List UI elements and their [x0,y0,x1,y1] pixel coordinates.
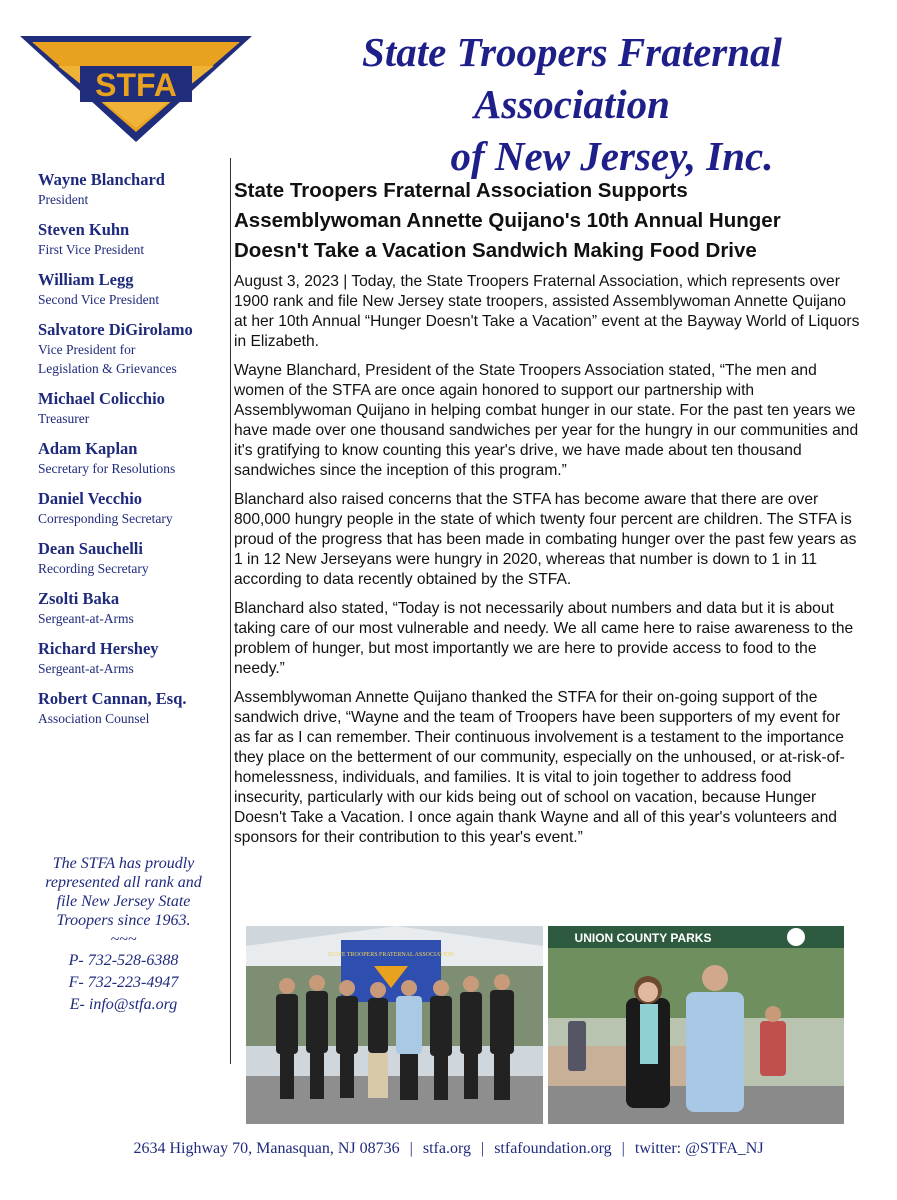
group-photo [246,926,543,1124]
officer-role: Sergeant-at-Arms [38,661,134,676]
title-line-2: of New Jersey, Inc. [450,133,774,179]
officer-list [38,170,233,739]
footer-link-stfa[interactable]: stfa.org [422,1140,471,1157]
sidebar-tagline-block [36,854,211,1014]
footer-separator: | [481,1140,485,1157]
officer-name: Michael Colicchio [38,389,165,408]
officer-entry [38,639,233,678]
officer-role: Secretary for Resolutions [38,461,176,476]
officer-role: First Vice President [38,242,145,257]
officer-entry [38,689,233,728]
officer-name: Richard Hershey [38,639,159,658]
officer-name: Adam Kaplan [38,439,138,458]
officer-entry [38,389,233,428]
article-paragraph: Wayne Blanchard, President of the State Troopers Association stated, “The men and women of the STFA are once again honored to support our partnership with Assemblywoman Quijano in helping combat hunger in our state. For the past ten years we have made over one thousand sandwiches per year for the hungry in our communities and it's gratifying to know counting this year's drive, we have made about ten thousand sandwiches since the inception of this program.” [234,362,859,479]
officer-role: Second Vice President [38,292,160,307]
column-divider [230,158,231,1064]
officer-name: Steven Kuhn [38,220,130,239]
footer-address: 2634 Highway 70, Manasquan, NJ 08736 [133,1140,400,1157]
officer-role: Treasurer [38,411,90,426]
officer-entry [38,439,233,478]
fax-number: F- 732-223-4947 [68,974,179,991]
officer-name: Robert Cannan, Esq. [38,689,187,708]
article-headline: State Troopers Fraternal Association Supports Assemblywoman Annette Quijano's 10th Annual Hunger Doesn't Take a Vacation Sandwich Making Food Drive [234,179,781,262]
article-paragraph: Blanchard also raised concerns that the STFA has become aware that there are over 800,000 hungry people in the state of which twenty four percent are children. The STFA is proud of the progress that has been made in combating hunger over the past few years as 1 in 12 New Jerseyans were hungry in 2020, whereas that number is down to 1 in 11 according to data recently obtained by the STFA. [234,491,857,588]
footer [0,1140,897,1158]
officer-name: Wayne Blanchard [38,170,165,189]
footer-twitter[interactable]: twitter: @STFA_NJ [634,1140,764,1157]
footer-link-foundation[interactable]: stfafoundation.org [494,1140,612,1157]
officer-entry [38,539,233,578]
organization-title [262,26,882,182]
officer-name: Dean Sauchelli [38,539,143,558]
article-paragraph: Blanchard also stated, “Today is not necessarily about numbers and data but it is about taking care of our most vulnerable and needy. We all came here to raise awareness to the problem of hunger, but most importantly we are here to provide access to food to the needy.” [234,600,854,677]
officer-role: Recording Secretary [38,561,149,576]
tagline-text: The STFA has proudly represented all rank and file New Jersey State Troopers since 1963. [45,855,202,929]
title-line-1: State Troopers Fraternal Association [362,29,782,127]
officer-entry [38,489,233,528]
banner-text: STATE TROOPERS FRATERNAL ASSOCIATION [327,952,455,958]
article [234,176,860,857]
officer-entry [38,320,233,378]
food-drive-photo [548,926,844,1124]
phone-number: P- 732-528-6388 [68,952,179,969]
officer-entry [38,170,233,209]
officer-role: President [38,192,89,207]
officer-entry [38,220,233,259]
logo-text: STFA [95,67,177,103]
tent-banner-text: UNION COUNTY PARKS [574,931,712,945]
officer-role: Sergeant-at-Arms [38,611,134,626]
officer-name: Salvatore DiGirolamo [38,320,193,339]
email-address: E- info@stfa.org [69,996,178,1013]
officer-name: Daniel Vecchio [38,489,143,508]
stfa-logo [18,32,254,144]
officer-entry [38,589,233,628]
footer-separator: | [409,1140,413,1157]
article-paragraph: August 3, 2023 | Today, the State Troopers Fraternal Association, which represents over 1900 rank and file New Jersey state troopers, assisted Assemblywoman Annette Quijano at her 10th Annual “Hunger Doesn't Take a Vacation” event at the Bayway World of Liquors in Elizabeth. [234,273,860,350]
officer-role: Corresponding Secretary [38,511,173,526]
officer-entry [38,270,233,309]
officer-name: Zsolti Baka [38,589,120,608]
officer-role: Association Counsel [38,711,150,726]
officer-role: Vice President for Legislation & Grievances [38,342,177,376]
footer-separator: | [621,1140,625,1157]
article-paragraph: Assemblywoman Annette Quijano thanked the STFA for their on-going support of the sandwich drive, “Wayne and the team of Troopers have been supporters of my event for as far as I can remember. Their continuous involvement is a testament to the importance they place on the betterment of our community, especially on the unhoused, or at-risk-of-homelessness, individuals, and families. It is vital to join together to address food insecurity, particularly with our kids being out of school on vacation, because Hunger Doesn't Take a Vacation. I once again thank Wayne and all of this year's volunteers and sponsors for their contribution to this year's event.” [234,689,845,846]
officer-name: William Legg [38,270,134,289]
tagline-separator: ~~~ [110,931,137,948]
